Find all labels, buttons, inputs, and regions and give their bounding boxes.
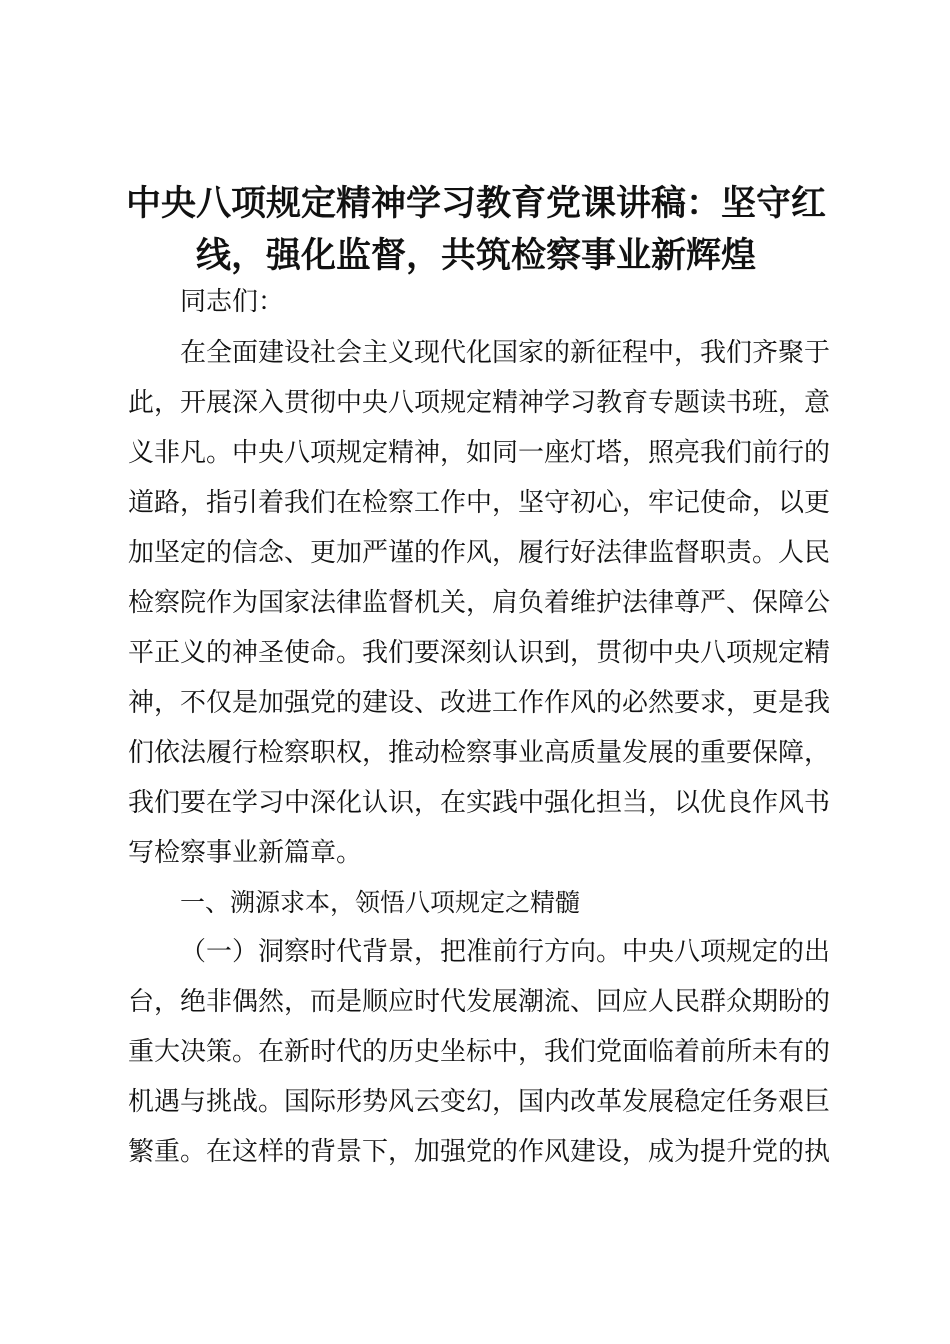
document-title — [120, 178, 832, 282]
paragraph-line: 我们要在学习中深化认识，在实践中强化担当，以优良作风书 — [128, 788, 831, 818]
paragraph-line: 写检察事业新篇章。 — [128, 838, 363, 868]
paragraph-line: 神，不仅是加强党的建设、改进工作作风的必然要求，更是我 — [128, 688, 831, 718]
paragraph-line: 们依法履行检察职权，推动检察事业高质量发展的重要保障， — [128, 738, 831, 768]
title-line: 线，强化监督，共筑检察事业新辉煌 — [195, 236, 756, 276]
paragraph-line: 检察院作为国家法律监督机关，肩负着维护法律尊严、保障公 — [128, 588, 831, 618]
paragraph-line: 繁重。在这样的背景下，加强党的作风建设，成为提升党的执 — [128, 1137, 831, 1167]
paragraph-line: 此，开展深入贯彻中央八项规定精神学习教育专题读书班，意 — [128, 388, 831, 418]
paragraph-line: 机遇与挑战。国际形势风云变幻，国内改革发展稳定任务艰巨 — [128, 1087, 831, 1117]
paragraph-line: 义非凡。中央八项规定精神，如同一座灯塔，照亮我们前行的 — [128, 438, 831, 468]
greeting: 同志们： — [180, 287, 285, 317]
title-line: 中央八项规定精神学习教育党课讲稿：坚守红 — [125, 184, 826, 224]
paragraph-line: 台，绝非偶然，而是顺应时代发展潮流、回应人民群众期盼的 — [128, 987, 831, 1017]
paragraph-line: 道路，指引着我们在检察工作中，坚守初心，牢记使命，以更 — [128, 488, 831, 518]
paragraph-line: 在全面建设社会主义现代化国家的新征程中，我们齐聚于 — [180, 338, 831, 368]
paragraph-line: （一）洞察时代背景，把准前行方向。中央八项规定的出 — [180, 937, 831, 967]
paragraph-line: 平正义的神圣使命。我们要深刻认识到，贯彻中央八项规定精 — [128, 638, 831, 668]
section-heading: 一、溯源求本，领悟八项规定之精髓 — [180, 888, 581, 917]
paragraph-line: 重大决策。在新时代的历史坐标中，我们党面临着前所未有的 — [128, 1037, 831, 1067]
paragraph-line: 加坚定的信念、更加严谨的作风，履行好法律监督职责。人民 — [128, 538, 831, 568]
